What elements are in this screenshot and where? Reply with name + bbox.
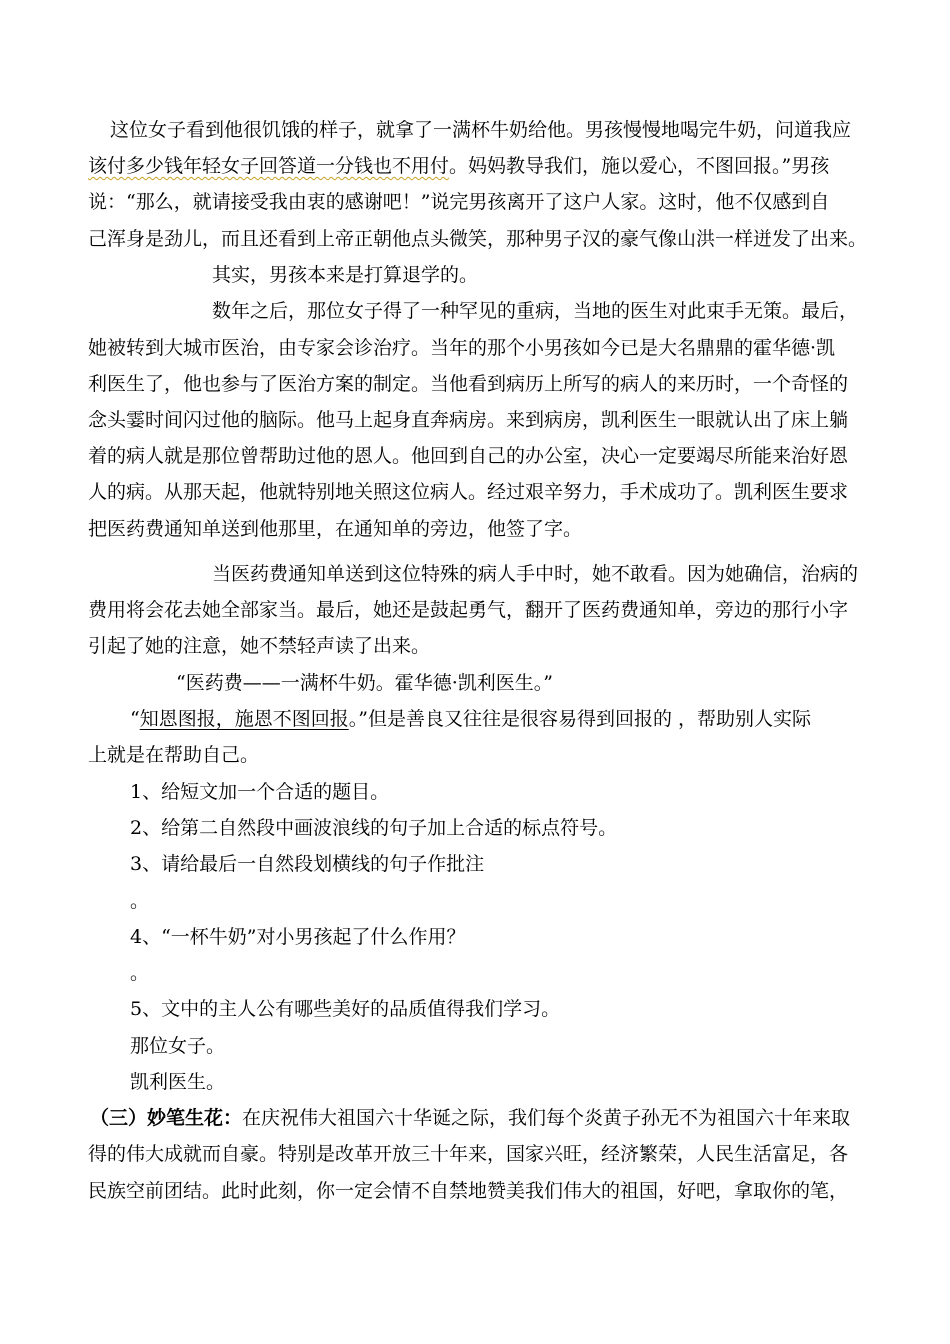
answer-line: 凯利医生。 xyxy=(130,1071,226,1093)
paragraph-text: 。妈妈教导我们，施以爱心，不图回报。”男孩 xyxy=(449,155,830,177)
paragraph-text: “ xyxy=(130,708,140,730)
paragraph-text: 。”但是善良又往往是很容易得到回报的 ，帮助别人实际 xyxy=(348,708,811,730)
paragraph-line: 上就是在帮助自己。 xyxy=(88,744,260,766)
paragraph-line: 说：“那么，就请接受我由衷的感谢吧！”说完男孩离开了这户人家。这时，他不仅感到自 xyxy=(88,191,830,213)
paragraph-line: 利医生了，他也参与了医治方案的制定。当他看到病历上所写的病人的来历时，一个奇怪的 xyxy=(88,373,849,395)
answer-line: 。 xyxy=(130,962,150,984)
paragraph-line: 这位女子看到他很饥饿的样子，就拿了一满杯牛奶给他。男孩慢慢地喝完牛奶，问道我应 xyxy=(110,119,852,141)
paragraph-text: 在庆祝伟大祖国六十华诞之际，我们每个炎黄子孙无不为祖国六十年来取 xyxy=(242,1107,851,1129)
question-3: 3、请给最后一自然段划横线的句子作批注 xyxy=(130,853,485,875)
paragraph-line xyxy=(88,154,829,178)
paragraph-line: 得的伟大成就而自豪。特别是改革开放三十年来，国家兴旺，经济繁荣，人民生活富足，各 xyxy=(88,1143,849,1165)
paragraph-line: 把医药费通知单送到他那里，在通知单的旁边，他签了字。 xyxy=(88,518,583,540)
answer-line: 那位女子。 xyxy=(130,1035,226,1057)
paragraph-line: 费用将会花去她全部家当。最后，她还是鼓起勇气，翻开了医药费通知单，旁边的那行小字 xyxy=(88,599,849,621)
section-heading: （三）妙笔生花： xyxy=(90,1107,243,1129)
wavy-underlined-sentence: 该付多少钱年轻女子回答道一分钱也不用付 xyxy=(88,155,450,177)
quote-line: “医药费——一满杯牛奶。霍华德·凯利医生。” xyxy=(176,672,553,694)
underlined-sentence: 知恩图报，施恩不图回报 xyxy=(139,708,349,730)
question-5: 5、文中的主人公有哪些美好的品质值得我们学习。 xyxy=(130,998,561,1020)
paragraph-line: 民族空前团结。此时此刻，你一定会情不自禁地赞美我们伟大的祖国，好吧，拿取你的笔， xyxy=(88,1180,849,1202)
paragraph-line: 数年之后，那位女子得了一种罕见的重病，当地的医生对此束手无策。最后， xyxy=(212,300,859,322)
paragraph-line: 当医药费通知单送到这位特殊的病人手中时，她不敢看。因为她确信，治病的 xyxy=(212,563,859,585)
paragraph-line: 她被转到大城市医治，由专家会诊治疗。当年的那个小男孩如今已是大名鼎鼎的霍华德·凯 xyxy=(88,337,836,359)
question-2: 2、给第二自然段中画波浪线的句子加上合适的标点符号。 xyxy=(130,817,618,839)
question-4: 4、“一杯牛奶”对小男孩起了什么作用？ xyxy=(130,926,466,948)
section-3-line xyxy=(90,1106,850,1130)
paragraph-line xyxy=(130,707,811,731)
paragraph-line: 己浑身是劲儿，而且还看到上帝正朝他点头微笑，那种男子汉的豪气像山洪一样迸发了出来。 xyxy=(88,228,868,250)
answer-line: 。 xyxy=(130,890,150,912)
paragraph-line: 其实，男孩本来是打算退学的。 xyxy=(212,264,479,286)
paragraph-line: 着的病人就是那位曾帮助过他的恩人。他回到自己的办公室，决心一定要竭尽所能来治好恩 xyxy=(88,445,849,467)
paragraph-line: 念头霎时间闪过他的脑际。他马上起身直奔病房。来到病房，凯利医生一眼就认出了床上躺 xyxy=(88,409,849,431)
paragraph-line: 人的病。从那天起，他就特别地关照这位病人。经过艰辛努力，手术成功了。凯利医生要求 xyxy=(88,481,849,503)
paragraph-line: 引起了她的注意，她不禁轻声读了出来。 xyxy=(88,635,431,657)
question-1: 1、给短文加一个合适的题目。 xyxy=(130,781,390,803)
